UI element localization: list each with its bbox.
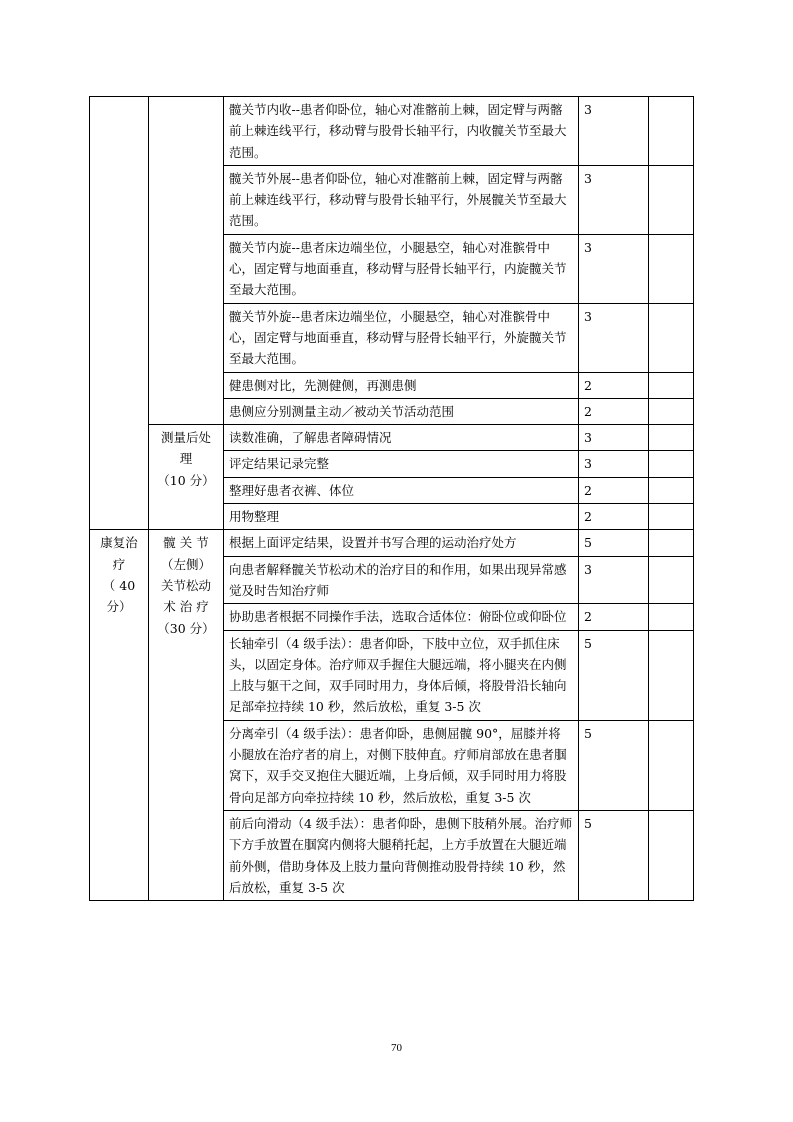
deduction-cell bbox=[649, 372, 694, 398]
rehab-section-cell bbox=[90, 530, 149, 901]
table-row bbox=[90, 97, 694, 166]
group-label-line: 关节松动 bbox=[160, 577, 211, 593]
page-number: 70 bbox=[391, 1042, 402, 1054]
item-score: 3 bbox=[579, 303, 649, 372]
item-score: 2 bbox=[579, 604, 649, 630]
deduction-cell bbox=[649, 165, 694, 234]
item-score: 3 bbox=[579, 165, 649, 234]
post-measure-group-cell bbox=[149, 425, 224, 530]
deduction-cell bbox=[649, 604, 694, 630]
deduction-cell bbox=[649, 234, 694, 303]
item-score: 2 bbox=[579, 477, 649, 503]
section-cell bbox=[90, 97, 149, 530]
deduction-cell bbox=[649, 303, 694, 372]
item-score: 3 bbox=[579, 234, 649, 303]
item-content: 评定结果记录完整 bbox=[224, 451, 579, 477]
item-content: 患侧应分别测量主动／被动关节活动范围 bbox=[224, 398, 579, 424]
item-score: 3 bbox=[579, 451, 649, 477]
deduction-cell bbox=[649, 556, 694, 604]
section-label-line: （ 40 bbox=[102, 577, 136, 593]
item-score: 2 bbox=[579, 372, 649, 398]
item-score: 5 bbox=[579, 630, 649, 720]
subsection-cell bbox=[149, 97, 224, 425]
item-score: 3 bbox=[579, 556, 649, 604]
deduction-cell bbox=[649, 810, 694, 900]
deduction-cell bbox=[649, 530, 694, 556]
group-label-line: 测量后处 bbox=[160, 430, 211, 446]
item-content: 协助患者根据不同操作手法，选取合适体位：俯卧位或仰卧位 bbox=[224, 604, 579, 630]
section-label-line: 疗 bbox=[112, 556, 126, 572]
group-label-line: 髋 关 节 bbox=[163, 535, 209, 551]
item-content: 用物整理 bbox=[224, 504, 579, 530]
item-score: 5 bbox=[579, 810, 649, 900]
group-label-line: （30 分） bbox=[157, 620, 215, 636]
deduction-cell bbox=[649, 477, 694, 503]
deduction-cell bbox=[649, 451, 694, 477]
item-score: 5 bbox=[579, 530, 649, 556]
item-score: 2 bbox=[579, 504, 649, 530]
scoring-table bbox=[89, 96, 694, 901]
item-content: 分离牵引（4 级手法）：患者仰卧，患侧屈髋 90°，屈膝并将小腿放在治疗者的肩上，对侧下肢伸直。疗师肩部放在患者腘窝下，双手交叉抱住大腿近端，上身后倾，双手同时用力将股骨向足部方向牵拉持续 10 秒，然后放松，重复 3-5 次 bbox=[224, 720, 579, 810]
section-label-line: 分） bbox=[106, 599, 132, 615]
deduction-cell bbox=[649, 425, 694, 451]
item-content: 髋关节外展--患者仰卧位，轴心对准髂前上棘，固定臂与两髂前上棘连线平行，移动臂与股骨长轴平行，外展髋关节至最大范围。 bbox=[224, 165, 579, 234]
item-content: 髋关节外旋--患者床边端坐位，小腿悬空，轴心对准髌骨中心，固定臂与地面垂直，移动臂与胫骨长轴平行，外旋髋关节至最大范围。 bbox=[224, 303, 579, 372]
group-label-line: 理 bbox=[179, 451, 193, 467]
item-content: 向患者解释髋关节松动术的治疗目的和作用，如果出现异常感觉及时告知治疗师 bbox=[224, 556, 579, 604]
item-content: 长轴牵引（4 级手法）：患者仰卧，下肢中立位，双手抓住床头，以固定身体。治疗师双手握住大腿远端，将小腿夹在内侧上肢与躯干之间，双手同时用力，身体后倾，将股骨沿长轴向足部牵拉持续 10 秒，然后放松，重复 3-5 次 bbox=[224, 630, 579, 720]
item-score: 3 bbox=[579, 97, 649, 166]
table-row bbox=[90, 425, 694, 451]
item-score: 2 bbox=[579, 398, 649, 424]
item-content: 髋关节内收--患者仰卧位，轴心对准髂前上棘，固定臂与两髂前上棘连线平行，移动臂与股骨长轴平行，内收髋关节至最大范围。 bbox=[224, 97, 579, 166]
item-content: 整理好患者衣裤、体位 bbox=[224, 477, 579, 503]
deduction-cell bbox=[649, 504, 694, 530]
item-score: 5 bbox=[579, 720, 649, 810]
item-content: 健患侧对比，先测健侧，再测患侧 bbox=[224, 372, 579, 398]
table-row bbox=[90, 530, 694, 556]
item-content: 前后向滑动（4 级手法）：患者仰卧，患侧下肢稍外展。治疗师下方手放置在腘窝内侧将大腿稍托起，上方手放置在大腿近端前外侧，借助身体及上肢力量向背侧推动股骨持续 10 秒，然后放松，重复 3-5 次 bbox=[224, 810, 579, 900]
group-label-line: 术 治 疗 bbox=[163, 599, 209, 615]
item-content: 根据上面评定结果，设置并书写合理的运动治疗处方 bbox=[224, 530, 579, 556]
hip-mobilization-group-cell bbox=[149, 530, 224, 901]
deduction-cell bbox=[649, 398, 694, 424]
item-score: 3 bbox=[579, 425, 649, 451]
deduction-cell bbox=[649, 720, 694, 810]
deduction-cell bbox=[649, 97, 694, 166]
group-label-line: （左侧） bbox=[160, 556, 211, 572]
section-label-line: 康复治 bbox=[100, 535, 138, 551]
deduction-cell bbox=[649, 630, 694, 720]
item-content: 髋关节内旋--患者床边端坐位，小腿悬空，轴心对准髌骨中心，固定臂与地面垂直，移动臂与胫骨长轴平行，内旋髋关节至最大范围。 bbox=[224, 234, 579, 303]
item-content: 读数准确，了解患者障碍情况 bbox=[224, 425, 579, 451]
group-label-line: （10 分） bbox=[157, 472, 215, 488]
